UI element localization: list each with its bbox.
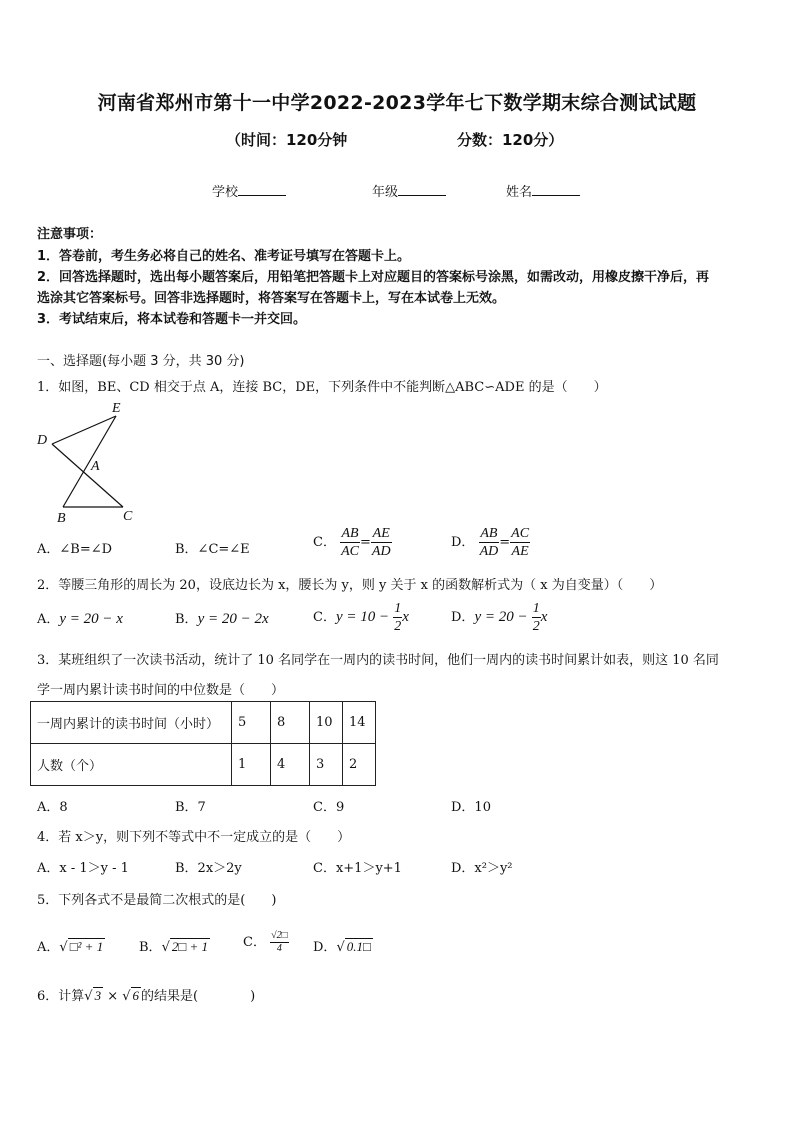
q4-option-a[interactable]: A．x - 1＞y - 1 <box>37 861 129 876</box>
q2-stem: 2．等腰三角形的周长为 20，设底边长为 x，腰长为 y，则 y 关于 x 的函数解析式为（ x 为自变量）（ ） <box>37 578 663 593</box>
q3-stem-line1: 3．某班组织了一次读书活动，统计了 10 名同学在一周内的读书时间，他们一周内的读书时间累计如表，则这 10 名同 <box>37 653 719 668</box>
segment-de <box>52 416 116 444</box>
exam-score: 分数：120分） <box>457 131 564 149</box>
q4-option-c[interactable]: C．x+1＞y+1 <box>313 861 402 876</box>
note-2a: 2．回答选择题时，选出每小题答案后，用铅笔把答题卡上对应题目的答案标号涂黑，如需改动，用橡皮擦干净后，再 <box>37 270 710 285</box>
table-cell: 一周内累计的读书时间（小时） <box>31 702 232 744</box>
label-c: C <box>123 509 133 524</box>
triangle-figure <box>34 398 144 526</box>
table-cell: 2 <box>343 744 376 786</box>
table-cell: 4 <box>271 744 310 786</box>
note-1: 1．答卷前，考生务必将自己的姓名、准考证号填写在答题卡上。 <box>37 249 411 264</box>
label-e: E <box>112 401 121 416</box>
table-cell: 3 <box>310 744 343 786</box>
table-cell: 14 <box>343 702 376 744</box>
q2-option-c[interactable]: C．y = 10 − $\frac{1}{2}$ x <box>313 601 409 634</box>
q5-stem: 5．下列各式不是最简二次根式的是( ) <box>37 893 277 908</box>
table-cell: 5 <box>232 702 271 744</box>
q4-option-d[interactable]: D．x²＞y² <box>451 861 513 876</box>
note-2b: 选涂其它答案标号。回答非选择题时，将答案写在答题卡上，写在本试卷上无效。 <box>37 291 506 306</box>
school-field: 学校 <box>212 181 286 200</box>
table-cell: 8 <box>271 702 310 744</box>
q3-option-c[interactable]: C．9 <box>313 800 345 815</box>
q4-stem: 4．若 x＞y，则下列不等式中不一定成立的是（ ） <box>37 830 351 845</box>
q5-option-a[interactable]: A．√ □² + 1 <box>37 939 104 955</box>
q3-option-d[interactable]: D．10 <box>451 800 491 815</box>
table-row <box>31 702 376 744</box>
note-3: 3．考试结束后，将本试卷和答题卡一并交回。 <box>37 312 307 327</box>
q6-stem: 6．计算√ 3 × √ 6 的结果是( ) <box>37 988 256 1004</box>
section-heading: 一、选择题(每小题 3 分，共 30 分) <box>37 354 245 369</box>
q1-option-b[interactable]: B．∠C=∠E <box>175 542 250 557</box>
q2-option-d[interactable]: D．y = 20 − $\frac{1}{2}$ x <box>451 601 548 634</box>
q2-option-a[interactable]: A．y = 20 − x <box>37 611 123 627</box>
label-b: B <box>57 511 66 526</box>
table-cell: 人数（个） <box>31 744 232 786</box>
q4-option-b[interactable]: B．2x＞2y <box>175 861 242 876</box>
page-title: 河南省郑州市第十一中学2022-2023学年七下数学期末综合测试试题 <box>97 92 697 114</box>
q1-option-a[interactable]: A．∠B=∠D <box>37 542 113 557</box>
notes-heading: 注意事项： <box>37 227 103 242</box>
q2-option-b[interactable]: B．y = 20 − 2x <box>175 611 269 627</box>
table-row <box>31 744 376 786</box>
q1-option-c[interactable]: C． $\frac{AB}{AC}$ = $\frac{AE}{AD}$ <box>313 526 391 559</box>
exam-time: （时间：120分钟 <box>226 131 348 149</box>
q5-option-c[interactable]: C． $\frac{√2□}{4}$ <box>243 930 288 954</box>
grade-field: 年级 <box>372 181 446 200</box>
q5-option-b[interactable]: B．√ 2□ + 1 <box>139 939 208 955</box>
q1-option-d[interactable]: D． $\frac{AB}{AD}$ = $\frac{AC}{AE}$ <box>451 526 530 559</box>
label-a: A <box>91 459 100 474</box>
q5-option-d[interactable]: D．√ 0.1□ <box>313 939 371 955</box>
table-cell: 1 <box>232 744 271 786</box>
q1-stem: 1．如图，BE、CD 相交于点 A，连接 BC，DE，下列条件中不能判断△ABC∽ADE 的是（ ） <box>37 380 607 395</box>
reading-time-table <box>30 701 376 786</box>
label-d: D <box>37 433 48 448</box>
q3-stem-line2: 学一周内累计读书时间的中位数是（ ） <box>37 683 285 698</box>
table-cell: 10 <box>310 702 343 744</box>
q3-option-b[interactable]: B．7 <box>175 800 206 815</box>
name-field: 姓名 <box>506 181 580 200</box>
q3-option-a[interactable]: A．8 <box>37 800 68 815</box>
segment-dc <box>52 444 123 507</box>
